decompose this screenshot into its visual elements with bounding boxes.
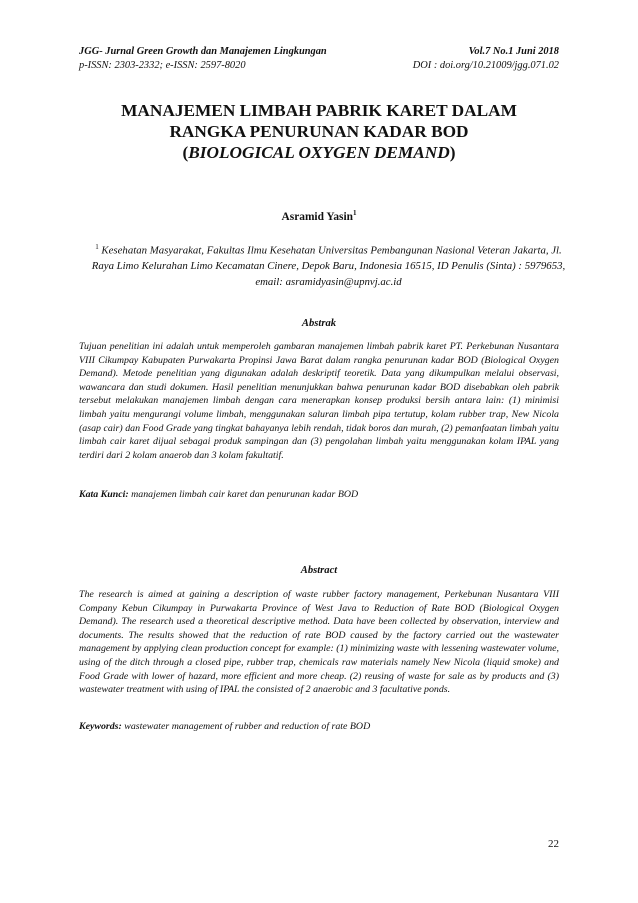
kata-kunci-label: Kata Kunci:: [79, 489, 129, 500]
keywords-label: Keywords:: [79, 721, 122, 732]
title-line-2: RANGKA PENURUNAN KADAR BOD: [169, 122, 469, 141]
paper-title: [60, 100, 578, 163]
affiliation-text: Kesehatan Masyarakat, Fakultas Ilmu Kesehatan Universitas Pembangunan Nasional Veteran Jakarta, Jl. Raya Limo Kelurahan Limo Kecamatan Cinere, Depok Baru, Indonesia 16515, ID Penulis (Sinta) : 5979653, email: asramidyasin@upnvj.ac.id: [91, 244, 566, 288]
abstrak-body: Tujuan penelitian ini adalah untuk memperoleh gambaran manajemen limbah pabrik karet PT. Perkebunan Nusantara VIII Cikumpay Kabupaten Purwakarta Propinsi Jawa Barat dalam rangka penurunan kadar BOD (Biological Oxygen Demand). Metode penelitian yang digunakan adalah deskriptif teoretik. Data yang dikumpulkan melalui observasi, wawancara dan studi dokumen. Hasil penelitian menunjukkan bahwa penurunan kadar BOD disebabkan oleh pabrik tersebut melakukan manajemen limbah dengan cara menerapkan konsep produksi bersih antara lain: (1) minimisi limbah yaitu mengurangi volume limbah, menggunakan saluran limbah pipa tertutup, kolam rubber trap, New Nicola (asap cair) dan Food Grade yang tingkat bahayanya lebih rendah, tidak boros dan murah, (2) pemanfaatan limbah yaitu limbah cair karet dijual sebagai produk sampingan dan (3) pengolahan limbah yaitu menggunakan kolam IPAL yang terdiri dari 2 kolam anaerob dan 3 kolam fakultatif.: [79, 341, 559, 461]
doi-info: DOI : doi.org/10.21009/jgg.071.02: [412, 60, 559, 71]
author: [79, 209, 559, 223]
keywords: [79, 720, 559, 733]
volume-info: Vol.7 No.1 Juni 2018: [468, 46, 559, 57]
abstract-heading: Abstract: [300, 565, 338, 576]
keywords-text: wastewater management of rubber and reduction of rate BOD: [121, 721, 371, 732]
title-line-1: MANAJEMEN LIMBAH PABRIK KARET DALAM: [121, 101, 517, 120]
author-sup: 1: [352, 209, 357, 217]
page-number: 22: [548, 838, 559, 850]
kata-kunci-text: manajemen limbah cair karet dan penurunan kadar BOD: [128, 489, 359, 500]
abstrak-heading: Abstrak: [301, 318, 337, 329]
kata-kunci: [79, 488, 559, 501]
affiliation-sup: 1: [95, 243, 99, 251]
title-line-3: (BIOLOGICAL OXYGEN DEMAND): [182, 143, 456, 162]
issn-info: p-ISSN: 2303-2332; e-ISSN: 2597-8020: [79, 60, 246, 71]
abstract-body: The research is aimed at gaining a description of waste rubber factory management, Perkebunan Nusantara VIII Company Kebun Cikumpay in Purwakarta Province of West Java to Reduction of Rate BOD (Biological Oxygen Demand). The research used a theoretical descriptive method. Data have been collected by observation, interview and documents. The results showed that the reduction of rate BOD caused by the factory carried out the wastewater management by applying clean production concept for example: (1) minimizing waste with lessening wastewater volume, using of the ditch through a closed pipe, rubber trap, chemicals raw materials namely New Nicola (liquid smoke) and Food Grade with lower of hazard, more efficient and more cheap. (2) reusing of waste for sale as by products and (3) wastewater treatment with using of IPAL the consisted of 2 anaerobic and 3 facultative ponds.: [79, 589, 559, 696]
journal-name: JGG- Jurnal Green Growth dan Manajemen Lingkungan: [79, 46, 327, 57]
affiliation: [89, 240, 568, 290]
title-italic: BIOLOGICAL OXYGEN DEMAND: [188, 143, 450, 162]
author-name: Asramid Yasin: [281, 210, 353, 223]
